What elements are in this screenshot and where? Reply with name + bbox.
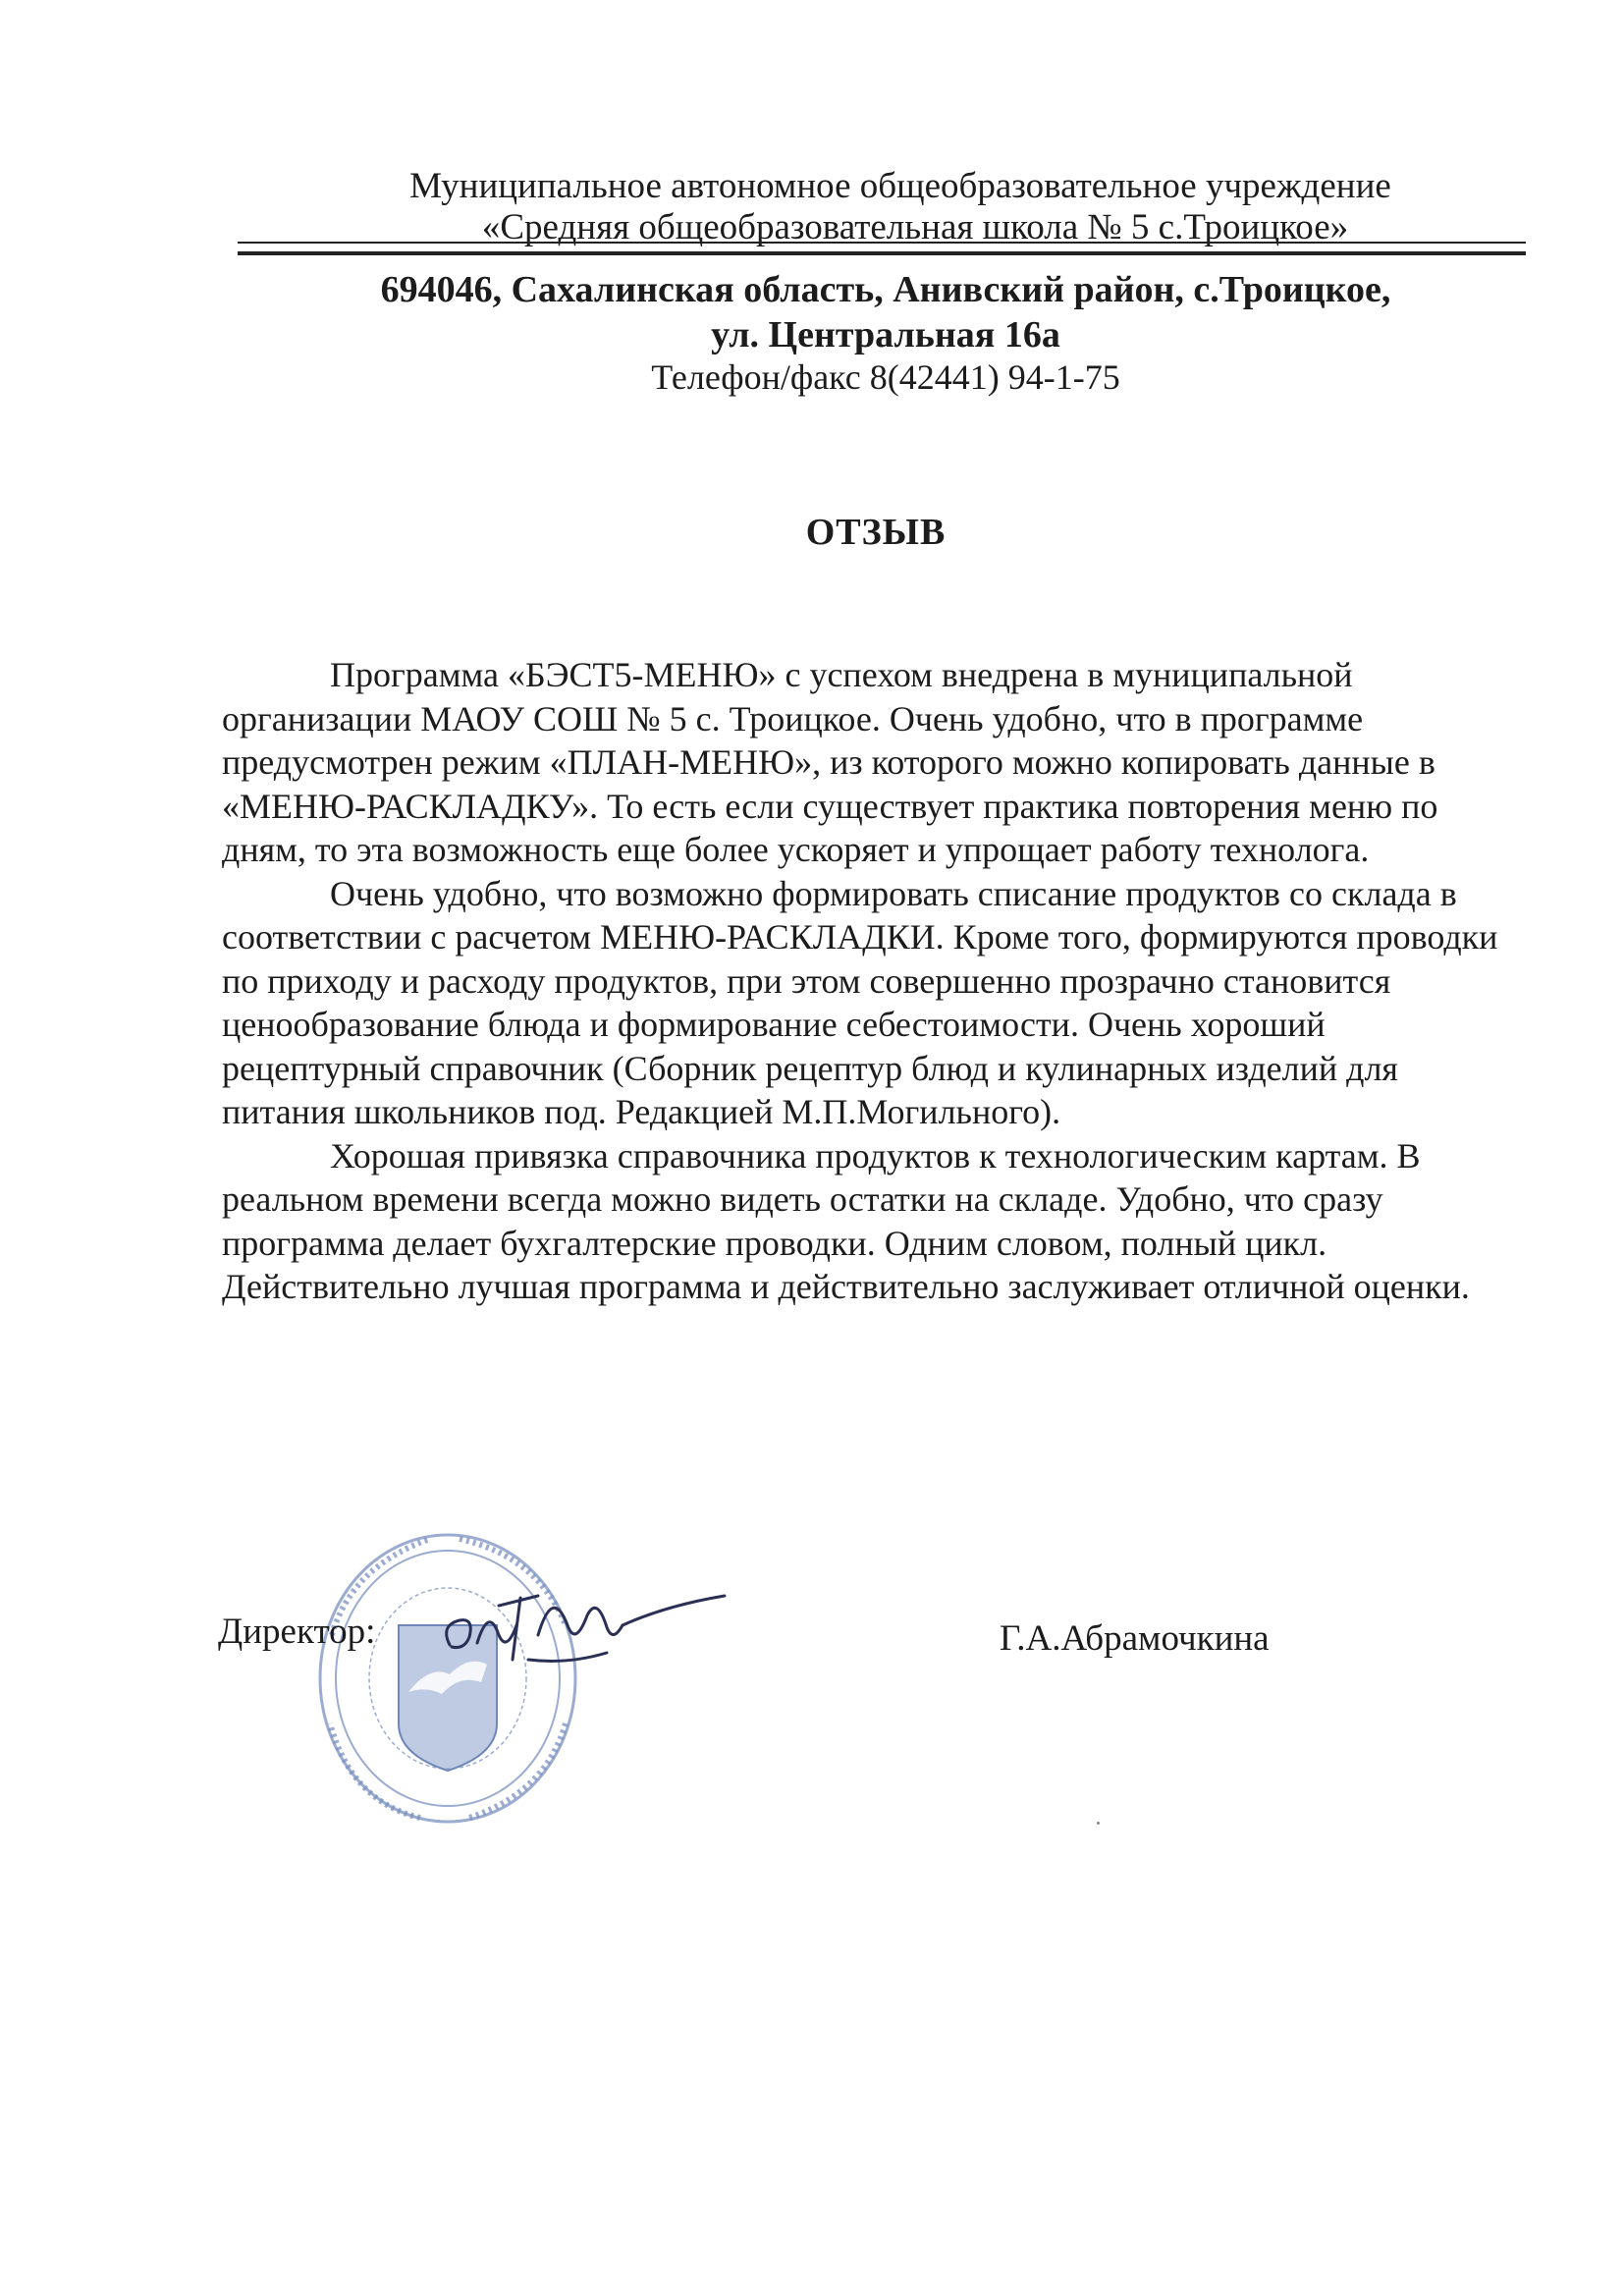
address-line-1: 694046, Сахалинская область, Анивский район, с.Троицкое, bbox=[380, 269, 1391, 310]
signatory-position: Директор: bbox=[218, 1612, 376, 1652]
paragraph-2: Очень удобно, что возможно формировать списание продуктов со склада в соответствии с расчетом МЕНЮ-РАСКЛАДКИ. Кроме того, формируются проводки по приходу и расходу продуктов, при этом совершенно прозрачно становится ценообразование блюда и формирование себестоимости. Очень хороший рецептурный справочник (Сборник рецептур блюд и кулинарных изделий для питания школьников под. Редакцией М.П.Могильного). bbox=[222, 873, 1498, 1131]
document-title: ОТЗЫВ bbox=[805, 512, 947, 553]
letterhead-divider-thick bbox=[238, 251, 1526, 255]
organization-name: Муниципальное автономное общеобразовательное учреждение bbox=[409, 166, 1391, 206]
school-name: «Средняя общеобразовательная школа № 5 с.Троицкое» bbox=[481, 207, 1349, 247]
paragraph-1: Программа «БЭСТ5-МЕНЮ» с успехом внедрена в муниципальной организации МАОУ СОШ № 5 с. Троицкое. Очень удобно, что в программе предусмотрен режим «ПЛАН-МЕНЮ», из которого можно копировать данные в «МЕНЮ-РАСКЛАДКУ». То есть если существует практика повторения меню по дням, то эта возможность еще более ускоряет и упрощает работу технолога. bbox=[222, 655, 1438, 869]
phone-fax: Телефон/факс 8(42441) 94-1-75 bbox=[651, 357, 1120, 397]
signature-block bbox=[0, 1527, 1624, 1841]
document-body bbox=[222, 653, 1498, 1309]
address bbox=[0, 267, 1624, 357]
signatory-name: Г.А.Абрамочкина bbox=[1000, 1618, 1270, 1659]
letterhead-divider bbox=[238, 242, 1526, 244]
scan-speck bbox=[1097, 1822, 1100, 1825]
paragraph-3: Хорошая привязка справочника продуктов к технологическим картам. В реальном времени всегда можно видеть остатки на складе. Удобно, что сразу программа делает бухгалтерские проводки. Одним словом, полный цикл. Действительно лучшая программа и действительно заслуживает отличной оценки. bbox=[222, 1135, 1470, 1306]
handwritten-signature-icon bbox=[430, 1566, 734, 1684]
address-line-2: ул. Центральная 16а bbox=[711, 314, 1060, 355]
